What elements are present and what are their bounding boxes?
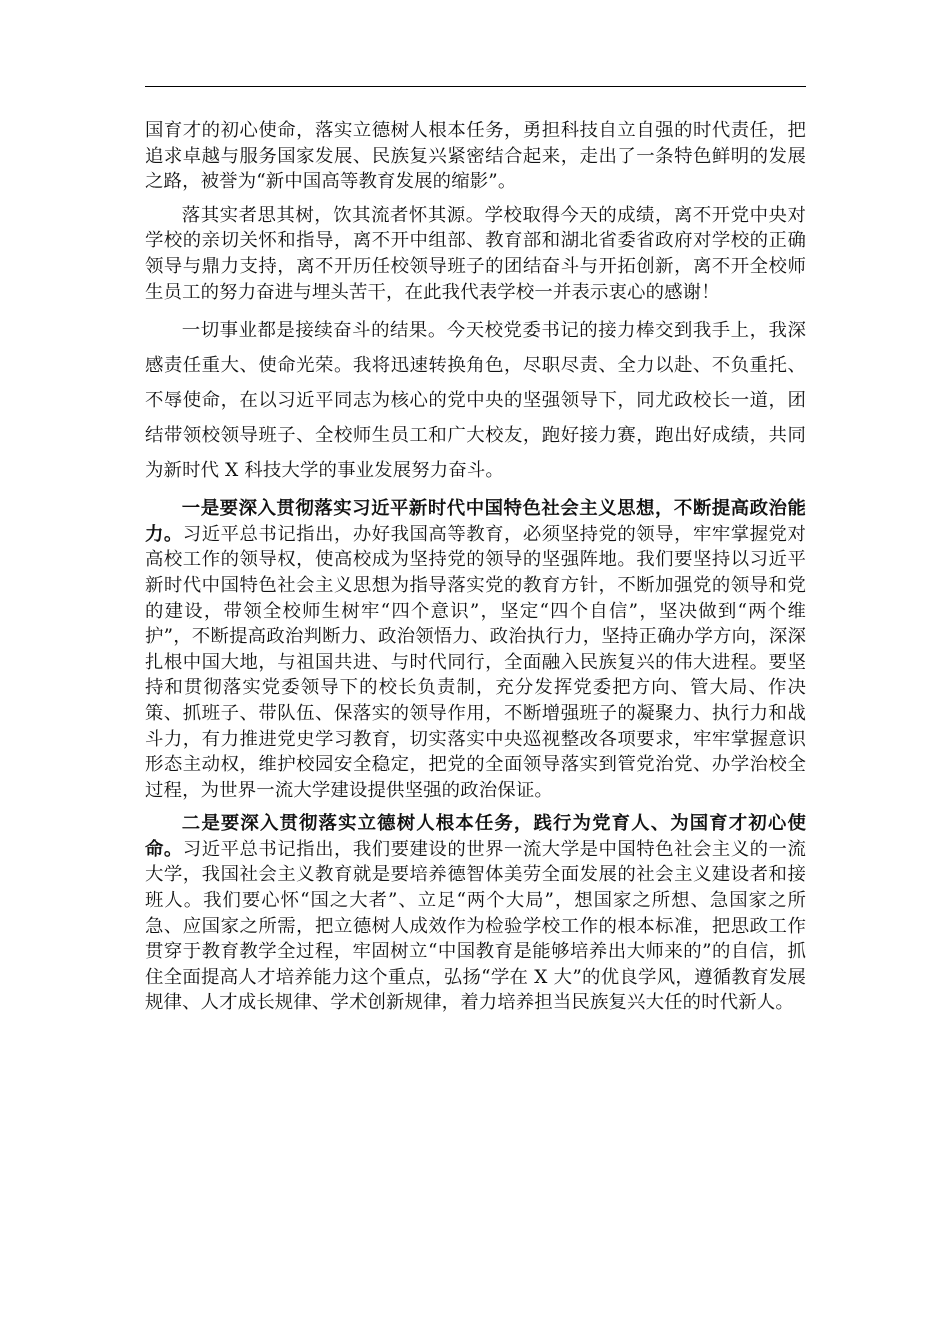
paragraph-5	[145, 811, 806, 1016]
body-text	[145, 118, 806, 1024]
paragraph-4-heading: 一是要深入贯彻落实习近平新时代中国特色社会主义思想，不断提高政治能力。	[145, 498, 806, 545]
paragraph-1	[145, 118, 806, 195]
paragraph-2	[145, 203, 806, 305]
paragraph-4-text: 习近平总书记指出，办好我国高等教育，必须坚持党的领导，牢牢掌握党对高校工作的领导权，使高校成为坚持党的领导的坚强阵地。我们要坚持以习近平新时代中国特色社会主义思想为指导落实党的教育方针，不断加强党的领导和党的建设，带领全校师生树牢“四个意识”，坚定“四个自信”，坚决做到“两个维护”，不断提高政治判断力、政治领悟力、政治执行力，坚持正确办学方向，深深扎根中国大地，与祖国共进、与时代同行，全面融入民族复兴的伟大进程。要坚持和贯彻落实党委领导下的校长负责制，充分发挥党委把方向、管大局、作决策、抓班子、带队伍、保落实的领导作用，不断增强班子的凝聚力、执行力和战斗力，有力推进党史学习教育，切实落实中央巡视整改各项要求，牢牢掌握意识形态主动权，维护校园安全稳定，把党的全面领导落实到管党治党、办学治校全过程，为世界一流大学建设提供坚强的政治保证。	[145, 523, 806, 801]
paragraph-5-heading: 二是要深入贯彻落实立德树人根本任务，践行为党育人、为国育才初心使命。	[145, 813, 806, 860]
paragraph-5-text: 习近平总书记指出，我们要建设的世界一流大学是中国特色社会主义的一流大学，我国社会主义教育就是要培养德智体美劳全面发展的社会主义建设者和接班人。我们要心怀“国之大者”、立足“两个大局”，想国家之所想、急国家之所急、应国家之所需，把立德树人成效作为检验学校工作的根本标准，把思政工作贯穿于教育教学全过程，牢固树立“中国教育是能够培养出大师来的”的自信，抓住全面提高人才培养能力这个重点，弘扬“学在 X 大”的优良学风，遵循教育发展规律、人才成长规律、学术创新规律，着力培养担当民族复兴大任的时代新人。	[145, 838, 806, 1014]
paragraph-3	[145, 313, 806, 488]
paragraph-2-text: 落其实者思其树，饮其流者怀其源。学校取得今天的成绩，离不开党中央对学校的亲切关怀和指导，离不开中组部、教育部和湖北省委省政府对学校的正确领导与鼎力支持，离不开历任校领导班子的团结奋斗与开拓创新，离不开全校师生员工的努力奋进与埋头苦干，在此我代表学校一并表示衷心的感谢！	[145, 204, 806, 303]
paragraph-4	[145, 496, 806, 803]
paragraph-1-text: 国育才的初心使命，落实立德树人根本任务，勇担科技自立自强的时代责任，把追求卓越与服务国家发展、民族复兴紧密结合起来，走出了一条特色鲜明的发展之路，被誉为“新中国高等教育发展的缩影”。	[145, 120, 806, 193]
paragraph-3-text: 一切事业都是接续奋斗的结果。今天校党委书记的接力棒交到我手上，我深感责任重大、使命光荣。我将迅速转换角色，尽职尽责、全力以赴、不负重托、不辱使命，在以习近平同志为核心的党中央的坚强领导下，同尤政校长一道，团结带领校领导班子、全校师生员工和广大校友，跑好接力赛，跑出好成绩，共同为新时代 X 科技大学的事业发展努力奋斗。	[145, 320, 806, 482]
header-rule	[145, 86, 806, 87]
